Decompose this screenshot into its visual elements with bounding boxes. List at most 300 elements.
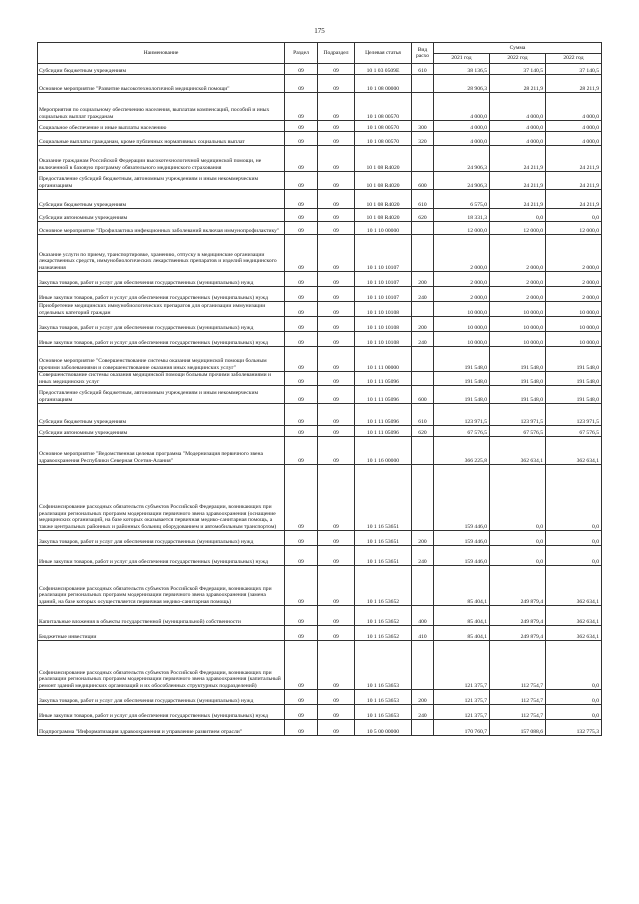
table-row (38, 690, 602, 705)
cell-subsection: 09 (318, 690, 355, 705)
cell-sum-2022-b: 10 000,0 (546, 317, 602, 332)
budget-table (37, 42, 602, 736)
cell-name: Иные закупки товаров, работ и услуг для обеспечения государственных (муниципальных) нужд (38, 287, 285, 302)
cell-vid (412, 222, 434, 235)
cell-target: 10 1 10 10108 (355, 302, 412, 317)
cell-vid: 200 (412, 531, 434, 546)
cell-name: Приобретение медицинских иммунобиологических препаратов для организации иммунизации отдельных категорий граждан (38, 302, 285, 317)
cell-subsection: 09 (318, 465, 355, 531)
cell-sum-2022-a: 112 754,7 (490, 641, 546, 690)
cell-target: 10 1 16 53652 (355, 566, 412, 606)
cell-sum-2022-a: 123 971,5 (490, 404, 546, 426)
cell-subsection: 09 (318, 272, 355, 287)
cell-vid (412, 641, 434, 690)
cell-sum-2021: 4 000,0 (434, 93, 490, 121)
cell-sum-2022-b: 191 548,0 (546, 347, 602, 372)
cell-sum-2021: 191 548,0 (434, 347, 490, 372)
cell-section: 09 (285, 190, 318, 209)
cell-vid (412, 465, 434, 531)
cell-vid (412, 720, 434, 736)
cell-name: Бюджетные инвестиции (38, 626, 285, 641)
cell-section: 09 (285, 386, 318, 404)
table-row (38, 332, 602, 347)
cell-sum-2022-a: 10 000,0 (490, 332, 546, 347)
header-section: Раздел (285, 43, 318, 64)
cell-section: 09 (285, 566, 318, 606)
cell-sum-2021: 121 375,7 (434, 705, 490, 720)
cell-vid (412, 75, 434, 93)
cell-subsection: 09 (318, 531, 355, 546)
cell-name: Оказание услуги по приему, транспортировке, хранению, отпуску в медицинские организации лекарственных средств, иммунобиологических лекарственных препаратов и изделий медицинского назначения (38, 235, 285, 272)
cell-vid (412, 146, 434, 172)
table-row (38, 531, 602, 546)
cell-vid (412, 93, 434, 121)
cell-target: 10 1 16 53651 (355, 546, 412, 566)
cell-subsection: 09 (318, 132, 355, 146)
cell-name: Софинансирование расходных обязательств субъектов Российской Федерации, возникающих при реализации региональных программ модернизации первичного звена здравоохранения (оснащение медицинских организаций, на базе которых оказывается первичная медико-санитарная помощь, а также центральных районных и районных больниц оборудованием и автомобильным транспортом) (38, 465, 285, 531)
cell-sum-2021: 6 575,0 (434, 190, 490, 209)
table-row (38, 426, 602, 437)
cell-target: 10 1 08 00570 (355, 121, 412, 132)
cell-target: 10 1 10 10107 (355, 235, 412, 272)
cell-sum-2021: 85 404,1 (434, 626, 490, 641)
cell-vid: 240 (412, 705, 434, 720)
header-target: Целевая статья (355, 43, 412, 64)
table-row (38, 75, 602, 93)
cell-sum-2021: 159 446,0 (434, 546, 490, 566)
cell-sum-2022-b: 4 000,0 (546, 93, 602, 121)
cell-name: Иные закупки товаров, работ и услуг для обеспечения государственных (муниципальных) нужд (38, 546, 285, 566)
cell-target: 10 1 16 53651 (355, 465, 412, 531)
cell-target: 10 1 10 00000 (355, 222, 412, 235)
cell-sum-2022-a: 191 548,0 (490, 386, 546, 404)
table-row (38, 121, 602, 132)
cell-sum-2022-a: 191 548,0 (490, 347, 546, 372)
cell-target: 10 1 16 53652 (355, 606, 412, 626)
cell-target: 10 1 11 05096 (355, 426, 412, 437)
cell-section: 09 (285, 64, 318, 75)
cell-sum-2022-a: 4 000,0 (490, 132, 546, 146)
cell-sum-2022-a: 24 211,9 (490, 146, 546, 172)
cell-name: Закупка товаров, работ и услуг для обеспечения государственных (муниципальных) нужд (38, 317, 285, 332)
cell-vid: 320 (412, 132, 434, 146)
cell-section: 09 (285, 641, 318, 690)
cell-sum-2022-a: 4 000,0 (490, 93, 546, 121)
cell-sum-2021: 28 906,3 (434, 75, 490, 93)
table-row (38, 146, 602, 172)
cell-section: 09 (285, 121, 318, 132)
cell-target: 10 1 08 R4020 (355, 146, 412, 172)
cell-sum-2022-a: 0,0 (490, 465, 546, 531)
header-year-2022-a: 2022 год (490, 54, 546, 64)
cell-sum-2022-b: 362 634,1 (546, 566, 602, 606)
cell-sum-2022-a: 191 548,0 (490, 372, 546, 386)
cell-sum-2022-b: 2 000,0 (546, 287, 602, 302)
cell-vid: 610 (412, 404, 434, 426)
cell-section: 09 (285, 222, 318, 235)
table-row (38, 132, 602, 146)
cell-subsection: 09 (318, 121, 355, 132)
cell-name: Закупка товаров, работ и услуг для обеспечения государственных (муниципальных) нужд (38, 531, 285, 546)
cell-target: 10 1 11 05096 (355, 404, 412, 426)
cell-subsection: 09 (318, 606, 355, 626)
cell-sum-2022-a: 112 754,7 (490, 690, 546, 705)
cell-section: 09 (285, 235, 318, 272)
table-row (38, 641, 602, 690)
table-row (38, 222, 602, 235)
cell-subsection: 09 (318, 437, 355, 465)
cell-subsection: 09 (318, 566, 355, 606)
cell-section: 09 (285, 317, 318, 332)
cell-target: 10 1 11 05096 (355, 386, 412, 404)
cell-sum-2021: 2 000,0 (434, 287, 490, 302)
table-row (38, 235, 602, 272)
cell-sum-2022-a: 0,0 (490, 209, 546, 222)
cell-name: Социальное обеспечение и иные выплаты населению (38, 121, 285, 132)
cell-vid: 240 (412, 546, 434, 566)
table-row (38, 209, 602, 222)
cell-sum-2022-a: 2 000,0 (490, 235, 546, 272)
table-row (38, 705, 602, 720)
cell-sum-2022-a: 249 879,4 (490, 566, 546, 606)
cell-sum-2022-b: 0,0 (546, 641, 602, 690)
cell-vid: 240 (412, 332, 434, 347)
cell-sum-2021: 24 906,3 (434, 172, 490, 190)
cell-name: Софинансирование расходных обязательств субъектов Российской Федерации, возникающих при реализации региональных программ модернизации первичного звена здравоохранения (замена зданий, на базе которых осуществляется первичная медико-санитарная помощь) (38, 566, 285, 606)
cell-target: 10 1 08 R4020 (355, 209, 412, 222)
cell-vid: 300 (412, 121, 434, 132)
table-row (38, 93, 602, 121)
cell-name: Закупка товаров, работ и услуг для обеспечения государственных (муниципальных) нужд (38, 690, 285, 705)
cell-sum-2022-a: 0,0 (490, 531, 546, 546)
cell-sum-2021: 18 331,3 (434, 209, 490, 222)
cell-sum-2022-b: 0,0 (546, 546, 602, 566)
cell-sum-2022-b: 24 211,9 (546, 190, 602, 209)
cell-sum-2021: 12 000,0 (434, 222, 490, 235)
cell-section: 09 (285, 287, 318, 302)
cell-section: 09 (285, 426, 318, 437)
cell-sum-2022-b: 362 634,1 (546, 626, 602, 641)
cell-subsection: 09 (318, 720, 355, 736)
cell-sum-2022-b: 132 775,3 (546, 720, 602, 736)
cell-sum-2021: 10 000,0 (434, 317, 490, 332)
cell-sum-2021: 4 000,0 (434, 132, 490, 146)
cell-subsection: 09 (318, 372, 355, 386)
cell-name: Мероприятия по социальному обеспечению населения, выплатам компенсаций, пособий и иных социальных выплат гражданам (38, 93, 285, 121)
table-row (38, 287, 602, 302)
cell-vid (412, 566, 434, 606)
cell-sum-2021: 2 000,0 (434, 272, 490, 287)
cell-target: 10 1 16 53651 (355, 531, 412, 546)
cell-section: 09 (285, 720, 318, 736)
cell-sum-2022-b: 10 000,0 (546, 332, 602, 347)
cell-vid: 200 (412, 317, 434, 332)
table-row (38, 626, 602, 641)
cell-vid: 600 (412, 386, 434, 404)
cell-subsection: 09 (318, 705, 355, 720)
cell-subsection: 09 (318, 75, 355, 93)
cell-sum-2021: 121 375,7 (434, 641, 490, 690)
cell-subsection: 09 (318, 93, 355, 121)
cell-sum-2022-a: 0,0 (490, 546, 546, 566)
cell-sum-2021: 2 000,0 (434, 235, 490, 272)
cell-sum-2021: 4 000,0 (434, 121, 490, 132)
cell-name: Основное мероприятие "Профилактика инфекционных заболеваний включая иммунопрофилактику" (38, 222, 285, 235)
cell-subsection: 09 (318, 386, 355, 404)
cell-section: 09 (285, 75, 318, 93)
cell-vid: 620 (412, 426, 434, 437)
cell-name: Субсидии автономным учреждениям (38, 209, 285, 222)
cell-vid (412, 235, 434, 272)
cell-sum-2022-a: 28 211,9 (490, 75, 546, 93)
cell-name: Предоставление субсидий бюджетным, автономным учреждениям и иным некоммерческим организациям (38, 386, 285, 404)
cell-sum-2022-a: 67 576,5 (490, 426, 546, 437)
cell-sum-2022-b: 12 000,0 (546, 222, 602, 235)
cell-vid: 410 (412, 626, 434, 641)
cell-name: Субсидии бюджетным учреждениям (38, 404, 285, 426)
header-year-2021: 2021 год (434, 54, 490, 64)
cell-subsection: 09 (318, 626, 355, 641)
cell-sum-2022-a: 24 211,9 (490, 190, 546, 209)
cell-sum-2021: 159 446,0 (434, 465, 490, 531)
cell-section: 09 (285, 209, 318, 222)
cell-section: 09 (285, 146, 318, 172)
cell-name: Закупка товаров, работ и услуг для обеспечения государственных (муниципальных) нужд (38, 272, 285, 287)
cell-section: 09 (285, 705, 318, 720)
cell-target: 10 1 11 05096 (355, 372, 412, 386)
cell-sum-2021: 123 971,5 (434, 404, 490, 426)
table-row (38, 347, 602, 372)
header-vid: Вид расхо (412, 43, 434, 64)
cell-sum-2022-b: 67 576,5 (546, 426, 602, 437)
table-row (38, 437, 602, 465)
cell-target: 10 1 08 00570 (355, 93, 412, 121)
cell-subsection: 09 (318, 426, 355, 437)
cell-subsection: 09 (318, 209, 355, 222)
cell-section: 09 (285, 302, 318, 317)
cell-name: Капитальные вложения в объекты государственной (муниципальной) собственности (38, 606, 285, 626)
cell-target: 10 1 16 53652 (355, 626, 412, 641)
cell-subsection: 09 (318, 347, 355, 372)
cell-sum-2021: 170 760,7 (434, 720, 490, 736)
cell-sum-2021: 366 225,8 (434, 437, 490, 465)
cell-section: 09 (285, 404, 318, 426)
cell-sum-2022-b: 0,0 (546, 465, 602, 531)
table-row (38, 64, 602, 75)
cell-subsection: 09 (318, 222, 355, 235)
cell-target: 10 1 10 10107 (355, 272, 412, 287)
table-row (38, 566, 602, 606)
cell-subsection: 09 (318, 404, 355, 426)
cell-sum-2022-a: 249 879,4 (490, 626, 546, 641)
cell-vid (412, 437, 434, 465)
cell-sum-2022-a: 249 879,4 (490, 606, 546, 626)
cell-subsection: 09 (318, 287, 355, 302)
table-row (38, 172, 602, 190)
cell-sum-2022-b: 4 000,0 (546, 132, 602, 146)
cell-name: Иные закупки товаров, работ и услуг для обеспечения государственных (муниципальных) нужд (38, 332, 285, 347)
cell-sum-2021: 159 446,0 (434, 531, 490, 546)
cell-section: 09 (285, 372, 318, 386)
cell-sum-2022-a: 37 140,5 (490, 64, 546, 75)
table-row (38, 317, 602, 332)
cell-name: Субсидии автономным учреждениям (38, 426, 285, 437)
cell-sum-2022-b: 191 548,0 (546, 386, 602, 404)
cell-name: Совершенствование системы оказания медицинской помощи больным прочими заболеваниями и иных медицинских услуг (38, 372, 285, 386)
header-sum: Сумма (434, 43, 602, 54)
cell-target: 10 1 16 53653 (355, 705, 412, 720)
cell-sum-2022-b: 0,0 (546, 705, 602, 720)
table-row (38, 465, 602, 531)
cell-target: 10 1 10 10108 (355, 317, 412, 332)
cell-sum-2022-b: 37 140,5 (546, 64, 602, 75)
cell-vid: 600 (412, 172, 434, 190)
cell-sum-2022-a: 10 000,0 (490, 317, 546, 332)
cell-sum-2022-b: 0,0 (546, 209, 602, 222)
cell-vid: 610 (412, 190, 434, 209)
cell-name: Социальные выплаты гражданам, кроме публичных нормативных социальных выплат (38, 132, 285, 146)
cell-section: 09 (285, 531, 318, 546)
cell-section: 09 (285, 546, 318, 566)
cell-target: 10 1 10 10108 (355, 332, 412, 347)
cell-sum-2022-b: 28 211,9 (546, 75, 602, 93)
cell-vid (412, 372, 434, 386)
cell-name: Основное мероприятие "Совершенствование системы оказания медицинской помощи больным прочими заболеваниями и совершенствование оказания иных медицинских услуг" (38, 347, 285, 372)
table-row (38, 302, 602, 317)
cell-name: Основное мероприятие "Развитие высокотехнологичной медицинской помощи" (38, 75, 285, 93)
cell-vid (412, 302, 434, 317)
table-row (38, 606, 602, 626)
cell-name: Субсидии бюджетным учреждениям (38, 190, 285, 209)
cell-target: 10 1 08 R4020 (355, 190, 412, 209)
cell-sum-2021: 85 404,1 (434, 566, 490, 606)
table-row (38, 720, 602, 736)
cell-subsection: 09 (318, 190, 355, 209)
cell-sum-2021: 85 404,1 (434, 606, 490, 626)
cell-section: 09 (285, 347, 318, 372)
cell-name: Предоставление субсидий бюджетным, автономным учреждениям и иным некоммерческим организациям (38, 172, 285, 190)
page-number: 175 (314, 27, 325, 35)
cell-sum-2022-b: 24 211,9 (546, 146, 602, 172)
cell-target: 10 1 10 10107 (355, 287, 412, 302)
cell-target: 10 1 08 00570 (355, 132, 412, 146)
cell-section: 09 (285, 172, 318, 190)
cell-vid (412, 347, 434, 372)
cell-target: 10 1 16 53653 (355, 641, 412, 690)
cell-section: 09 (285, 93, 318, 121)
cell-target: 10 5 00 00000 (355, 720, 412, 736)
cell-section: 09 (285, 332, 318, 347)
cell-subsection: 09 (318, 235, 355, 272)
header-year-2022-b: 2022 год (546, 54, 602, 64)
cell-sum-2022-b: 191 548,0 (546, 372, 602, 386)
cell-sum-2022-a: 10 000,0 (490, 302, 546, 317)
cell-name: Основное мероприятие "Ведомственная целевая программа "Модернизация первичного звена здравоохранения Республики Северная Осетия-Алания" (38, 437, 285, 465)
cell-sum-2022-b: 4 000,0 (546, 121, 602, 132)
cell-sum-2022-a: 24 211,9 (490, 172, 546, 190)
header-name: Наименование (38, 43, 285, 64)
cell-subsection: 09 (318, 302, 355, 317)
cell-sum-2021: 10 000,0 (434, 302, 490, 317)
cell-sum-2022-a: 4 000,0 (490, 121, 546, 132)
cell-target: 10 1 08 00000 (355, 75, 412, 93)
cell-section: 09 (285, 465, 318, 531)
cell-target: 10 1 08 R4020 (355, 172, 412, 190)
cell-sum-2022-a: 157 088,6 (490, 720, 546, 736)
cell-sum-2021: 191 548,0 (434, 386, 490, 404)
cell-name: Оказание гражданам Российской Федерации высокотехнологичной медицинской помощи, не включенной в базовую программу обязательного медицинского страхования (38, 146, 285, 172)
cell-section: 09 (285, 606, 318, 626)
cell-name: Иные закупки товаров, работ и услуг для обеспечения государственных (муниципальных) нужд (38, 705, 285, 720)
cell-vid: 200 (412, 272, 434, 287)
table-row (38, 546, 602, 566)
cell-section: 09 (285, 690, 318, 705)
cell-name: Софинансирование расходных обязательств субъектов Российской Федерации, возникающих при реализации региональных программ модернизации первичного звена здравоохранения (капитальный ремонт зданий медицинских организаций и их обособленных структурных подразделений) (38, 641, 285, 690)
cell-vid: 620 (412, 209, 434, 222)
cell-section: 09 (285, 132, 318, 146)
cell-vid: 240 (412, 287, 434, 302)
table-row (38, 386, 602, 404)
cell-subsection: 09 (318, 332, 355, 347)
cell-target: 10 1 11 00000 (355, 347, 412, 372)
cell-sum-2022-b: 10 000,0 (546, 302, 602, 317)
table-row (38, 272, 602, 287)
table-row (38, 190, 602, 209)
table-body (38, 64, 602, 736)
cell-sum-2021: 191 548,0 (434, 372, 490, 386)
cell-subsection: 09 (318, 641, 355, 690)
cell-sum-2022-b: 0,0 (546, 690, 602, 705)
cell-sum-2022-a: 112 754,7 (490, 705, 546, 720)
cell-section: 09 (285, 626, 318, 641)
cell-sum-2022-b: 24 211,9 (546, 172, 602, 190)
cell-sum-2021: 121 375,7 (434, 690, 490, 705)
cell-sum-2022-b: 2 000,0 (546, 235, 602, 272)
cell-target: 10 1 16 53653 (355, 690, 412, 705)
cell-sum-2022-b: 2 000,0 (546, 272, 602, 287)
cell-sum-2022-b: 362 634,1 (546, 606, 602, 626)
cell-vid: 610 (412, 64, 434, 75)
cell-sum-2022-a: 362 634,1 (490, 437, 546, 465)
cell-sum-2022-b: 123 971,5 (546, 404, 602, 426)
cell-sum-2022-b: 362 634,1 (546, 437, 602, 465)
cell-name: Подпрограмма "Информатизация здравоохранения и управление развитием отрасли" (38, 720, 285, 736)
cell-section: 09 (285, 437, 318, 465)
cell-subsection: 09 (318, 146, 355, 172)
cell-subsection: 09 (318, 64, 355, 75)
cell-target: 10 1 03 0509E (355, 64, 412, 75)
cell-sum-2022-a: 2 000,0 (490, 272, 546, 287)
cell-subsection: 09 (318, 546, 355, 566)
cell-target: 10 1 16 00000 (355, 437, 412, 465)
cell-section: 09 (285, 272, 318, 287)
cell-sum-2022-a: 2 000,0 (490, 287, 546, 302)
cell-sum-2021: 38 136,5 (434, 64, 490, 75)
cell-vid: 200 (412, 690, 434, 705)
table-row (38, 404, 602, 426)
cell-sum-2022-b: 0,0 (546, 531, 602, 546)
cell-sum-2021: 10 000,0 (434, 332, 490, 347)
table-row (38, 372, 602, 386)
cell-vid: 400 (412, 606, 434, 626)
cell-subsection: 09 (318, 317, 355, 332)
header-subsection: Подраздел (318, 43, 355, 64)
cell-subsection: 09 (318, 172, 355, 190)
cell-sum-2021: 67 576,5 (434, 426, 490, 437)
cell-name: Субсидии бюджетным учреждениям (38, 64, 285, 75)
cell-sum-2022-a: 12 000,0 (490, 222, 546, 235)
cell-sum-2021: 24 906,3 (434, 146, 490, 172)
